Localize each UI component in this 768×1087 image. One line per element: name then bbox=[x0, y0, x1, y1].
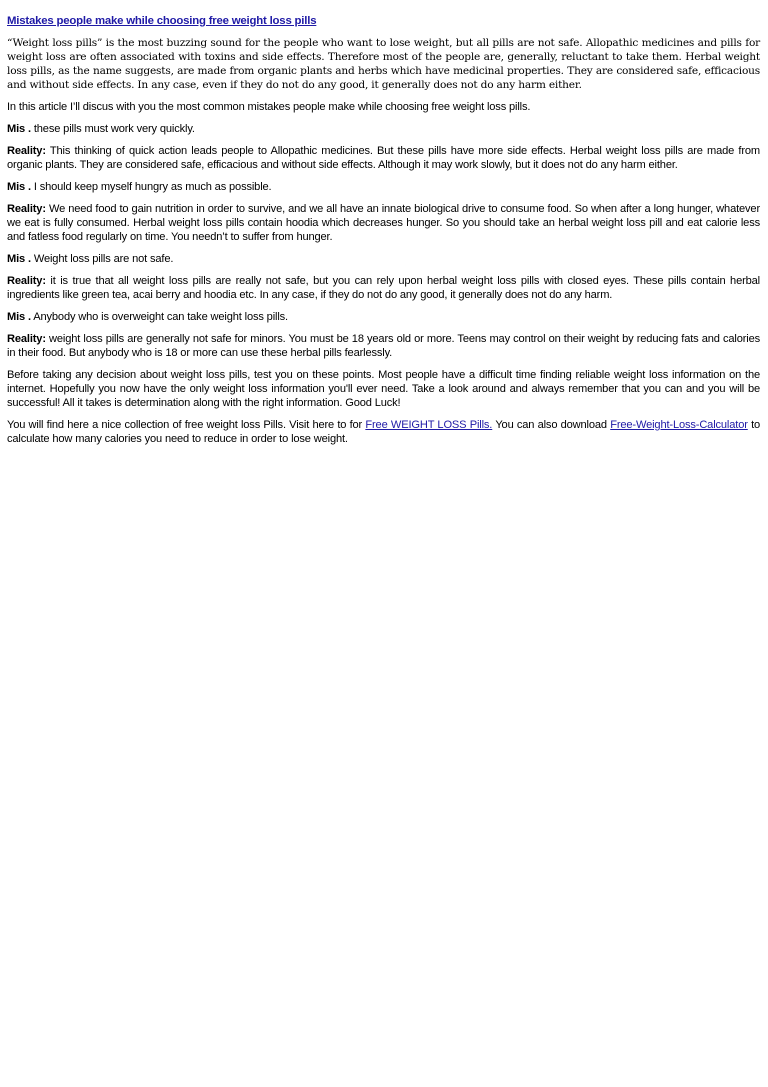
free-weight-loss-pills-link[interactable]: Free WEIGHT LOSS Pills. bbox=[365, 419, 493, 431]
reality-text: it is true that all weight loss pills are really not safe, but you can rely upon herbal weight loss pills with closed eyes. These pills contain herbal ingredients like green tea, acai berry and hoodia etc. In any case, if they do not do any good, it generally does not do any harm. bbox=[7, 275, 760, 301]
reality-text: weight loss pills are generally not safe for minors. You must be 18 years old or more. Teens may control on their weight by reducing fats and calories in their food. But anybody who is 18 or more can use these herbal pills fearlessly. bbox=[7, 333, 760, 359]
myth-text: Weight loss pills are not safe. bbox=[30, 253, 174, 265]
closing-text-end: to calculate how many calories you need to reduce in order to lose weight. bbox=[7, 419, 761, 445]
myth-text: I should keep myself hungry as much as possible. bbox=[30, 181, 272, 193]
myth-text: these pills must work very quickly. bbox=[30, 123, 195, 135]
myth-paragraph bbox=[7, 180, 760, 194]
reality-text: We need food to gain nutrition in order to survive, and we all have an innate biological drive to consume food. So when after a long hunger, whatever we eat is fully consumed. Herbal weight loss pills contain hoodia which decreases hunger. So you should take an herbal weight loss pill and eat calorie less and fatless food regularly on time. You needn’t to suffer from hunger. bbox=[7, 203, 760, 243]
reality-paragraph bbox=[7, 274, 760, 302]
closing-text-start: You will find here a nice collection of free weight loss Pills. Visit here to for bbox=[7, 419, 366, 431]
reality-paragraph bbox=[7, 144, 760, 172]
myth-paragraph bbox=[7, 310, 760, 324]
article-intro-paragraph: In this article I’ll discus with you the most common mistakes people make while choosing free weight loss pills. bbox=[7, 101, 531, 113]
myth-paragraph bbox=[7, 252, 760, 266]
myth-label: Mis . bbox=[7, 311, 31, 323]
myth-label: Mis . bbox=[7, 123, 31, 135]
reality-label: Reality: bbox=[7, 333, 46, 345]
reality-label: Reality: bbox=[7, 275, 46, 287]
myth-label: Mis . bbox=[7, 253, 31, 265]
weight-loss-calculator-link[interactable]: Free-Weight-Loss-Calculator bbox=[610, 419, 748, 431]
reality-paragraph bbox=[7, 332, 760, 360]
intro-paragraph: “Weight loss pills” is the most buzzing sound for the people who want to lose weight, but all pills are not safe. Allopathic medicines and pills for weight loss are often associated with toxins and side effects. Therefore most of the people are, generally, reluctant to take them. Herbal weight loss pills, as the name suggests, are made from organic plants and herbs which have medicinal properties. They are considered safe, efficacious and without side effects. In any case, even if they do not do any good, it generally does not do any harm either. bbox=[7, 37, 760, 91]
myth-label: Mis . bbox=[7, 181, 31, 193]
closing-paragraph bbox=[7, 418, 760, 446]
myth-text: Anybody who is overweight can take weight loss pills. bbox=[30, 311, 288, 323]
reality-paragraph bbox=[7, 202, 760, 244]
myth-paragraph bbox=[7, 122, 760, 136]
conclusion-paragraph: Before taking any decision about weight loss pills, test you on these points. Most people have a difficult time finding reliable weight loss information on the internet. Hopefully you now have the only weight loss information you'll ever need. Take a look around and always remember that you can and you will be successful! All it takes is determination along with the right information. Good Luck! bbox=[7, 369, 760, 409]
document-title-link[interactable]: Mistakes people make while choosing free weight loss pills bbox=[7, 15, 317, 27]
reality-label: Reality: bbox=[7, 145, 46, 157]
reality-text: This thinking of quick action leads people to Allopathic medicines. But these pills have more side effects. Herbal weight loss pills are made from organic plants. They are considered safe, efficacious and without side effects. Although it may work slowly, but it does not do any harm either. bbox=[7, 145, 760, 171]
closing-text-middle: You can also download bbox=[492, 419, 611, 431]
reality-label: Reality: bbox=[7, 203, 46, 215]
